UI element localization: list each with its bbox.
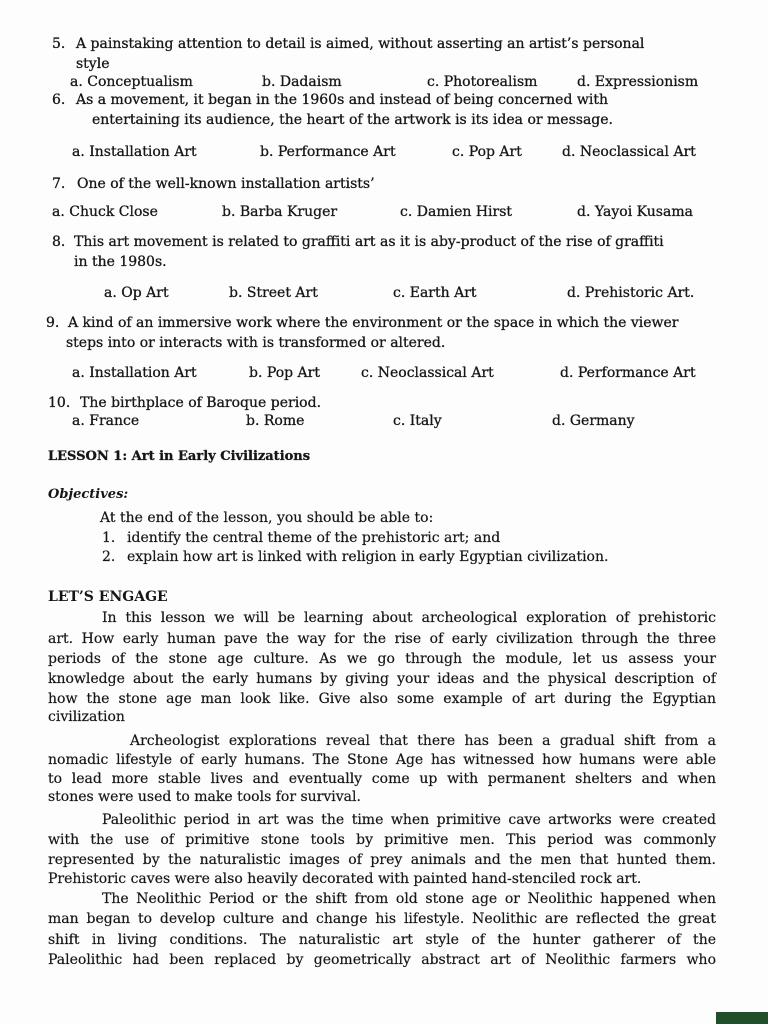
objective-number: 1. bbox=[102, 530, 116, 546]
paragraph-line: shift in living conditions. The naturalistic art style of the hunter gatherer of the bbox=[48, 932, 716, 948]
answer-option-d: d. Neoclassical Art bbox=[562, 144, 696, 160]
question-number: 7. bbox=[52, 176, 66, 192]
answer-option-a: a. Installation Art bbox=[72, 144, 197, 160]
answer-option-a: a. Chuck Close bbox=[52, 204, 158, 220]
paragraph-line: Paleolithic period in art was the time when primitive cave artworks were created bbox=[102, 812, 716, 828]
question-text-line: entertaining its audience, the heart of the artwork is its idea or message. bbox=[92, 112, 614, 128]
paragraph-line: with the use of primitive stone tools by primitive men. This period was commonly bbox=[48, 832, 716, 848]
answer-option-c: c. Neoclassical Art bbox=[361, 365, 494, 381]
question-text-line: A kind of an immersive work where the environment or the space in which the viewer bbox=[68, 315, 679, 331]
paragraph-line: man began to develop culture and change his lifestyle. Neolithic are reflected the great bbox=[48, 911, 716, 927]
paragraph-line: to lead more stable lives and eventually come up with permanent shelters and when bbox=[48, 771, 716, 787]
question-text-line: in the 1980s. bbox=[74, 254, 167, 270]
question-number: 6. bbox=[52, 92, 66, 108]
answer-option-c: c. Earth Art bbox=[393, 285, 477, 301]
question-text-line: The birthplace of Baroque period. bbox=[80, 395, 322, 411]
question-text-line: style bbox=[76, 56, 110, 72]
paragraph-line: The Neolithic Period or the shift from old stone age or Neolithic happened when bbox=[102, 891, 716, 907]
question-text-line: A painstaking attention to detail is aimed, without asserting an artist’s personal bbox=[76, 36, 645, 52]
answer-option-b: b. Street Art bbox=[229, 285, 318, 301]
paragraph-line: periods of the stone age culture. As we go through the module, let us assess your bbox=[48, 651, 716, 667]
answer-option-a: a. Installation Art bbox=[72, 365, 197, 381]
answer-option-c: c. Italy bbox=[393, 413, 442, 429]
question-text-line: steps into or interacts with is transformed or altered. bbox=[66, 335, 446, 351]
objective-number: 2. bbox=[102, 549, 116, 565]
objectives-label: Objectives: bbox=[48, 487, 129, 502]
objective-text: identify the central theme of the prehistoric art; and bbox=[127, 530, 501, 546]
paragraph-line: how the stone age man look like. Give also some example of art during the Egyptian bbox=[48, 691, 716, 707]
answer-option-d: d. Performance Art bbox=[560, 365, 696, 381]
answer-option-b: b. Performance Art bbox=[260, 144, 396, 160]
paragraph-line: art. How early human pave the way for the rise of early civilization through the three bbox=[48, 631, 716, 647]
answer-option-d: d. Expressionism bbox=[577, 74, 699, 90]
question-number: 8. bbox=[52, 234, 66, 250]
paragraph-line: Paleolithic had been replaced by geometrically abstract art of Neolithic farmers who bbox=[48, 952, 716, 968]
paragraph-line: knowledge about the early humans by giving your ideas and the physical description of bbox=[48, 671, 716, 687]
paragraph-line: In this lesson we will be learning about archeological exploration of prehistoric bbox=[102, 610, 716, 626]
answer-option-b: b. Pop Art bbox=[249, 365, 320, 381]
objectives-intro: At the end of the lesson, you should be able to: bbox=[100, 510, 434, 526]
question-number: 9. bbox=[46, 315, 60, 331]
answer-option-c: c. Photorealism bbox=[427, 74, 538, 90]
paragraph-line: Prehistoric caves were also heavily decorated with painted hand-stenciled rock art. bbox=[48, 871, 642, 887]
question-text-line: As a movement, it began in the 1960s and instead of being concerned with bbox=[76, 92, 608, 108]
answer-option-d: d. Germany bbox=[552, 413, 635, 429]
answer-option-d: d. Yayoi Kusama bbox=[577, 204, 693, 220]
background-corner bbox=[716, 1012, 768, 1024]
paragraph-line: represented by the naturalistic images of prey animals and the men that hunted them. bbox=[48, 852, 716, 868]
paragraph-line: Archeologist explorations reveal that there has been a gradual shift from a bbox=[130, 733, 716, 749]
question-number: 5. bbox=[52, 36, 66, 52]
answer-option-b: b. Rome bbox=[246, 413, 305, 429]
question-number: 10. bbox=[48, 395, 71, 411]
paragraph-line: nomadic lifestyle of early humans. The Stone Age has witnessed how humans were able bbox=[48, 752, 716, 768]
objective-text: explain how art is linked with religion in early Egyptian civilization. bbox=[127, 549, 609, 565]
answer-option-b: b. Dadaism bbox=[262, 74, 342, 90]
answer-option-a: a. France bbox=[72, 413, 140, 429]
answer-option-c: c. Damien Hirst bbox=[400, 204, 513, 220]
paragraph-line: civilization bbox=[48, 709, 125, 725]
paragraph-line: stones were used to make tools for survival. bbox=[48, 789, 361, 805]
answer-option-d: d. Prehistoric Art. bbox=[567, 285, 695, 301]
question-text-line: One of the well-known installation artists’ bbox=[77, 176, 375, 192]
answer-option-b: b. Barba Kruger bbox=[222, 204, 338, 220]
answer-option-a: a. Conceptualism bbox=[70, 74, 193, 90]
answer-option-a: a. Op Art bbox=[104, 285, 169, 301]
section-heading: LET’S ENGAGE bbox=[48, 589, 168, 605]
question-text-line: This art movement is related to graffiti art as it is aby-product of the rise of graffiti bbox=[74, 234, 664, 250]
answer-option-c: c. Pop Art bbox=[452, 144, 522, 160]
lesson-title: LESSON 1: Art in Early Civilizations bbox=[48, 449, 311, 464]
